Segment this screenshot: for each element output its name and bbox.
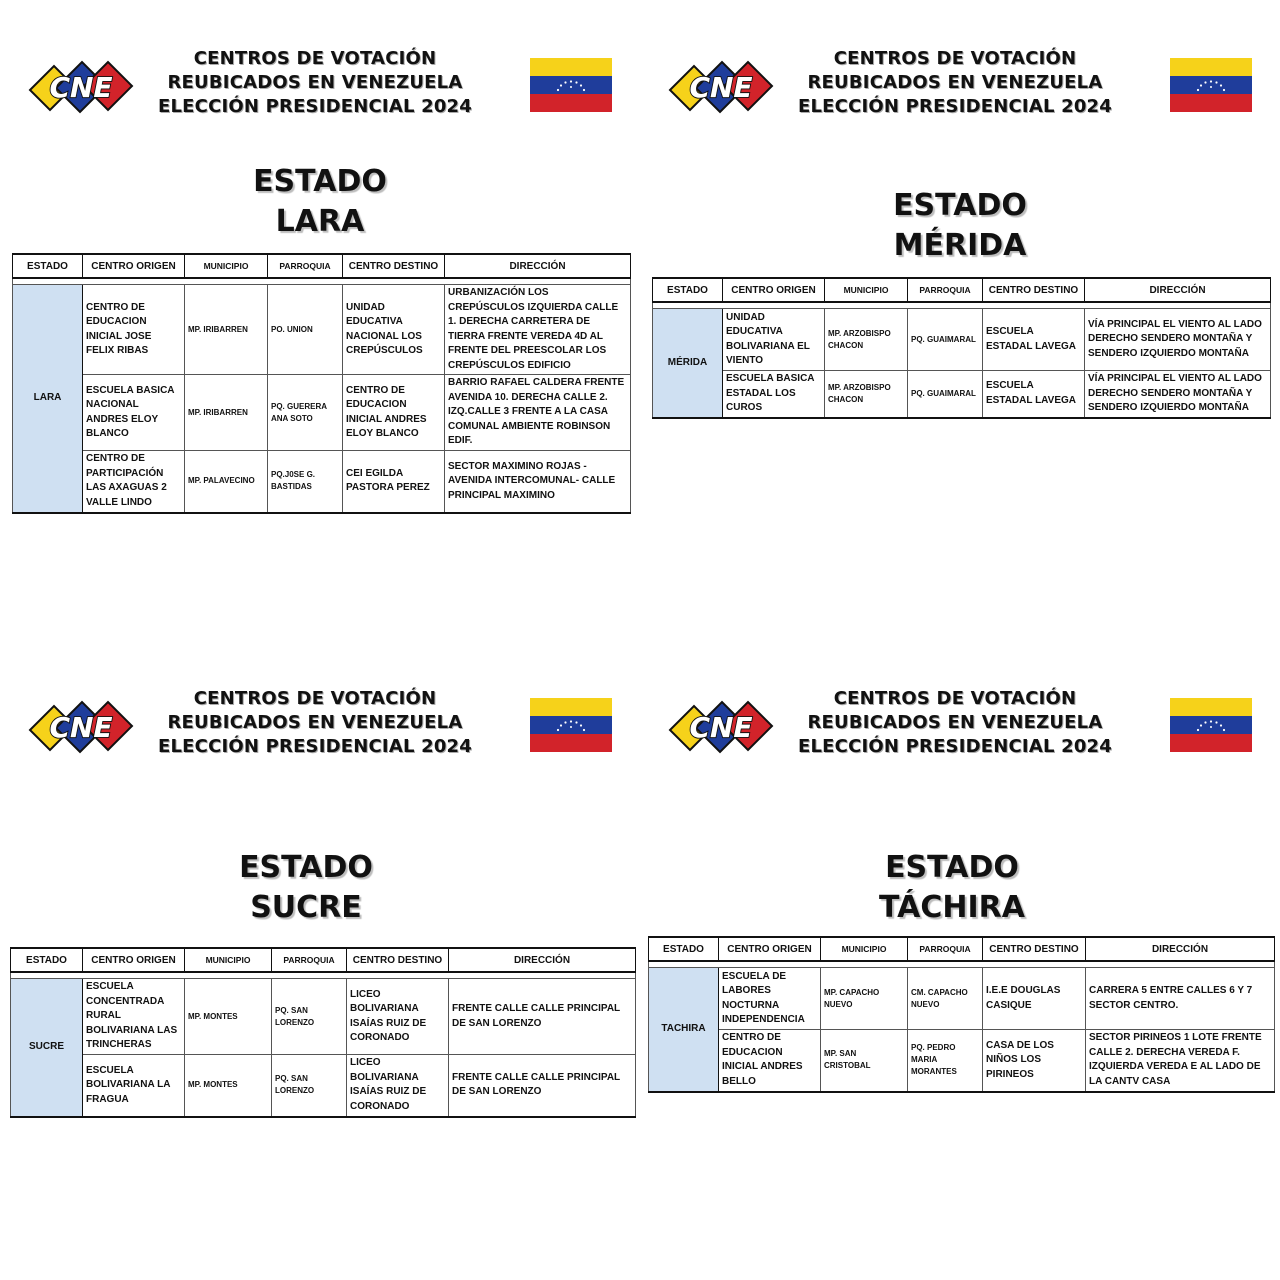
panel-sucre bbox=[0, 640, 640, 1280]
centro-destino-cell: UNIDAD EDUCATIVA NACIONAL LOS CREPÚSCULOS bbox=[343, 285, 445, 375]
relocation-table bbox=[648, 936, 1275, 1093]
column-header: MUNICIPIO bbox=[185, 254, 268, 278]
parroquia-cell: PQ. GUAIMARAL bbox=[908, 309, 983, 371]
table-row bbox=[13, 451, 631, 513]
parroquia-cell: CM. CAPACHO NUEVO bbox=[908, 968, 983, 1030]
centro-destino-cell: I.E.E DOUGLAS CASIQUE bbox=[983, 968, 1086, 1030]
column-header: CENTRO ORIGEN bbox=[83, 254, 185, 278]
table-row bbox=[11, 1055, 636, 1117]
venezuela-flag-icon bbox=[1170, 698, 1252, 752]
direccion-cell: FRENTE CALLE CALLE PRINCIPAL DE SAN LORENZO bbox=[449, 979, 636, 1055]
centro-destino-cell: CASA DE LOS NIÑOS LOS PIRINEOS bbox=[983, 1030, 1086, 1092]
estado-cell: LARA bbox=[13, 285, 83, 513]
municipio-cell: MP. ARZOBISPO CHACON bbox=[825, 371, 908, 418]
column-header: PARROQUIA bbox=[908, 278, 983, 302]
venezuela-flag-icon bbox=[1170, 58, 1252, 112]
centro-origen-cell: ESCUELA BASICA NACIONAL ANDRES ELOY BLANCO bbox=[83, 375, 185, 451]
header-title: CENTROS DE VOTACIÓN REUBICADOS EN VENEZUELA ELECCIÓN PRESIDENCIAL 2024 bbox=[158, 688, 472, 757]
column-header: CENTRO DESTINO bbox=[347, 948, 449, 972]
column-header: CENTRO DESTINO bbox=[983, 278, 1085, 302]
parroquia-cell: PQ. SAN LORENZO bbox=[272, 1055, 347, 1117]
state-title: ESTADO MÉRIDA bbox=[893, 188, 1027, 263]
municipio-cell: MP. IRIBARREN bbox=[185, 285, 268, 375]
centro-destino-cell: ESCUELA ESTADAL LAVEGA bbox=[983, 371, 1085, 418]
relocation-table bbox=[12, 253, 631, 514]
estado-cell: TACHIRA bbox=[649, 968, 719, 1092]
municipio-cell: MP. SAN CRISTOBAL bbox=[821, 1030, 908, 1092]
column-header: DIRECCIÓN bbox=[1085, 278, 1271, 302]
column-header: DIRECCIÓN bbox=[445, 254, 631, 278]
column-header: CENTRO DESTINO bbox=[343, 254, 445, 278]
centro-origen-cell: CENTRO DE EDUCACION INICIAL JOSE FELIX RIBAS bbox=[83, 285, 185, 375]
column-header: MUNICIPIO bbox=[185, 948, 272, 972]
direccion-cell: URBANIZACIÓN LOS CREPÚSCULOS IZQUIERDA CALLE 1. DERECHA CARRETERA DE TIERRA FRENTE VEREDA 4D AL FRENTE DEL PREESCOLAR LOS CREPÚSCULOS EDIFICIO bbox=[445, 285, 631, 375]
table-row bbox=[653, 309, 1271, 371]
column-header: CENTRO ORIGEN bbox=[83, 948, 185, 972]
header-title: CENTROS DE VOTACIÓN REUBICADOS EN VENEZUELA ELECCIÓN PRESIDENCIAL 2024 bbox=[158, 48, 472, 117]
column-header: PARROQUIA bbox=[272, 948, 347, 972]
cne-logo bbox=[26, 692, 136, 756]
direccion-cell: VÍA PRINCIPAL EL VIENTO AL LADO DERECHO SENDERO MONTAÑA Y SENDERO IZQUIERDO MONTAÑA bbox=[1085, 371, 1271, 418]
column-header: CENTRO ORIGEN bbox=[719, 937, 821, 961]
parroquia-cell: PQ.J0SE G. BASTIDAS bbox=[268, 451, 343, 513]
municipio-cell: MP. ARZOBISPO CHACON bbox=[825, 309, 908, 371]
table-row bbox=[13, 375, 631, 451]
estado-cell: MÉRIDA bbox=[653, 309, 723, 418]
venezuela-flag-icon bbox=[530, 58, 612, 112]
column-header: MUNICIPIO bbox=[821, 937, 908, 961]
column-header: PARROQUIA bbox=[908, 937, 983, 961]
centro-destino-cell: LICEO BOLIVARIANA ISAÍAS RUIZ DE CORONADO bbox=[347, 979, 449, 1055]
column-header: CENTRO ORIGEN bbox=[723, 278, 825, 302]
table-row bbox=[649, 968, 1275, 1030]
state-title: ESTADO SUCRE bbox=[239, 850, 373, 925]
centro-destino-cell: LICEO BOLIVARIANA ISAÍAS RUIZ DE CORONADO bbox=[347, 1055, 449, 1117]
venezuela-flag-icon bbox=[530, 698, 612, 752]
state-title: ESTADO LARA bbox=[253, 164, 387, 239]
column-header: ESTADO bbox=[649, 937, 719, 961]
parroquia-cell: PQ. SAN LORENZO bbox=[272, 979, 347, 1055]
centro-origen-cell: CENTRO DE PARTICIPACIÓN LAS AXAGUAS 2 VALLE LINDO bbox=[83, 451, 185, 513]
parroquia-cell: PO. UNION bbox=[268, 285, 343, 375]
direccion-cell: FRENTE CALLE CALLE PRINCIPAL DE SAN LORENZO bbox=[449, 1055, 636, 1117]
direccion-cell: VÍA PRINCIPAL EL VIENTO AL LADO DERECHO SENDERO MONTAÑA Y SENDERO IZQUIERDO MONTAÑA bbox=[1085, 309, 1271, 371]
column-header: ESTADO bbox=[11, 948, 83, 972]
column-header: DIRECCIÓN bbox=[1086, 937, 1275, 961]
centro-destino-cell: CEI EGILDA PASTORA PEREZ bbox=[343, 451, 445, 513]
panel-lara bbox=[0, 0, 640, 640]
municipio-cell: MP. PALAVECINO bbox=[185, 451, 268, 513]
centro-origen-cell: CENTRO DE EDUCACION INICIAL ANDRES BELLO bbox=[719, 1030, 821, 1092]
direccion-cell: SECTOR PIRINEOS 1 LOTE FRENTE CALLE 2. DERECHA VEREDA F. IZQUIERDA VEREDA E AL LADO DE LA CANTV CASA bbox=[1086, 1030, 1275, 1092]
cne-logo bbox=[26, 52, 136, 116]
column-header: MUNICIPIO bbox=[825, 278, 908, 302]
parroquia-cell: PQ. PEDRO MARIA MORANTES bbox=[908, 1030, 983, 1092]
centro-origen-cell: UNIDAD EDUCATIVA BOLIVARIANA EL VIENTO bbox=[723, 309, 825, 371]
svg-text:CNE: CNE bbox=[689, 71, 753, 104]
cne-logo bbox=[666, 52, 776, 116]
svg-text:CNE: CNE bbox=[689, 711, 753, 744]
column-header: ESTADO bbox=[653, 278, 723, 302]
table-row bbox=[653, 371, 1271, 418]
header-title: CENTROS DE VOTACIÓN REUBICADOS EN VENEZUELA ELECCIÓN PRESIDENCIAL 2024 bbox=[798, 688, 1112, 757]
parroquia-cell: PQ. GUAIMARAL bbox=[908, 371, 983, 418]
column-header: CENTRO DESTINO bbox=[983, 937, 1086, 961]
direccion-cell: SECTOR MAXIMINO ROJAS - AVENIDA INTERCOMUNAL- CALLE PRINCIPAL MAXIMINO bbox=[445, 451, 631, 513]
municipio-cell: MP. CAPACHO NUEVO bbox=[821, 968, 908, 1030]
column-header: ESTADO bbox=[13, 254, 83, 278]
municipio-cell: MP. IRIBARREN bbox=[185, 375, 268, 451]
table-row bbox=[13, 285, 631, 375]
parroquia-cell: PQ. GUERERA ANA SOTO bbox=[268, 375, 343, 451]
relocation-table bbox=[10, 947, 636, 1118]
relocation-table bbox=[652, 277, 1271, 419]
centro-origen-cell: ESCUELA CONCENTRADA RURAL BOLIVARIANA LAS TRINCHERAS bbox=[83, 979, 185, 1055]
cne-logo bbox=[666, 692, 776, 756]
centro-origen-cell: ESCUELA BOLIVARIANA LA FRAGUA bbox=[83, 1055, 185, 1117]
estado-cell: SUCRE bbox=[11, 979, 83, 1117]
panel-merida bbox=[640, 0, 1280, 640]
column-header: PARROQUIA bbox=[268, 254, 343, 278]
table-row bbox=[11, 979, 636, 1055]
panel-tachira bbox=[640, 640, 1280, 1280]
column-header: DIRECCIÓN bbox=[449, 948, 636, 972]
centro-destino-cell: ESCUELA ESTADAL LAVEGA bbox=[983, 309, 1085, 371]
municipio-cell: MP. MONTES bbox=[185, 1055, 272, 1117]
centro-origen-cell: ESCUELA DE LABORES NOCTURNA INDEPENDENCIA bbox=[719, 968, 821, 1030]
centro-destino-cell: CENTRO DE EDUCACION INICIAL ANDRES ELOY BLANCO bbox=[343, 375, 445, 451]
table-row bbox=[649, 1030, 1275, 1092]
header-title: CENTROS DE VOTACIÓN REUBICADOS EN VENEZUELA ELECCIÓN PRESIDENCIAL 2024 bbox=[798, 48, 1112, 117]
state-title: ESTADO TÁCHIRA bbox=[879, 850, 1025, 925]
direccion-cell: BARRIO RAFAEL CALDERA FRENTE AVENIDA 10. DERECHA CALLE 2. IZQ.CALLE 3 FRENTE A LA CASA COMUNAL AMBIENTE ROBINSON EDIF. bbox=[445, 375, 631, 451]
municipio-cell: MP. MONTES bbox=[185, 979, 272, 1055]
direccion-cell: CARRERA 5 ENTRE CALLES 6 Y 7 SECTOR CENTRO. bbox=[1086, 968, 1275, 1030]
svg-text:CNE: CNE bbox=[49, 711, 113, 744]
centro-origen-cell: ESCUELA BASICA ESTADAL LOS CUROS bbox=[723, 371, 825, 418]
svg-text:CNE: CNE bbox=[49, 71, 113, 104]
